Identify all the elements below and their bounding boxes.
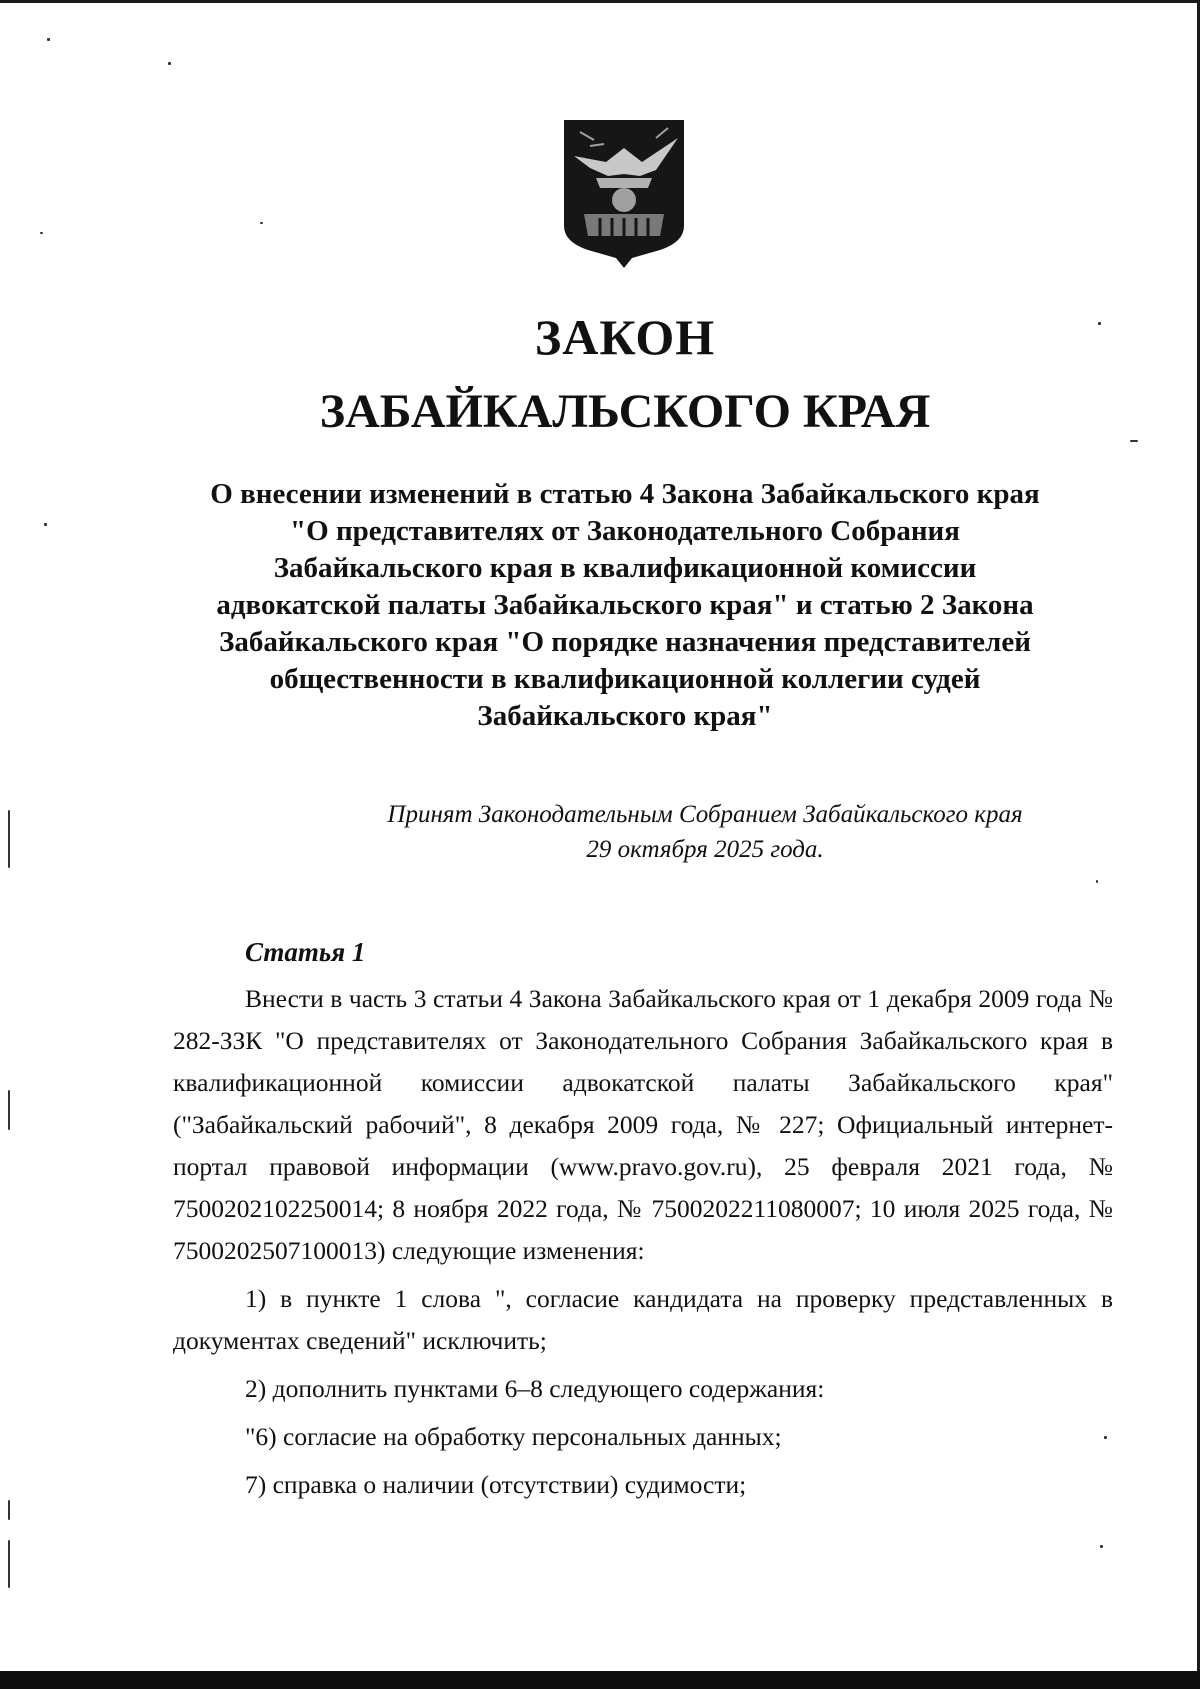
scan-speck [8,1500,10,1520]
adoption-body: Принят Законодательным Собранием Забайкальского края [387,801,1023,828]
subject-line: Забайкальского края" [477,700,773,732]
adoption-date: 29 октября 2025 года. [586,836,824,863]
scan-speck [1096,880,1098,883]
law-subject-title [170,476,1080,735]
subject-line: общественности в квалификационной коллегии судей [269,663,981,695]
article-paragraph: 2) дополнить пунктами 6–8 следующего содержания: [245,1374,825,1403]
article-paragraph: 1) в пункте 1 слова ", согласие кандидата на проверку представленных в документах сведений" исключить; [173,1284,1113,1355]
scan-speck [260,222,263,224]
scan-edge-bottom [0,1671,1200,1689]
scan-edge-top [0,0,1200,3]
scan-speck [1130,440,1138,442]
law-region-title: ЗАБАЙКАЛЬСКОГО КРАЯ [319,385,931,438]
subject-line: "О представителях от Законодательного Собрания [290,515,960,547]
subject-line: Забайкальского края в квалификационной комиссии [273,552,977,584]
article-heading: Статья 1 [245,937,366,967]
subject-line: Забайкальского края "О порядке назначения представителей [219,626,1031,658]
subject-line: адвокатской палаты Забайкальского края" и статью 2 Закона [216,589,1034,621]
article-paragraph: "6) согласие на обработку персональных данных; [245,1422,782,1451]
scan-speck [44,523,47,526]
scan-speck [168,62,171,65]
article-paragraph: Внести в часть 3 статьи 4 Закона Забайкальского края от 1 декабря 2009 года № 282-ЗЗК "О представителях от Законодательного Собрания Забайкальского края в квалификационной комиссии адвокатской палаты Забайкальского края" ("Забайкальский рабочий", 8 декабря 2009 года, № 227; Официальный интернет-портал правовой информации (www.pravo.gov.ru), 25 февраля 2021 года, № 7500202102250014; 8 ноября 2022 года, № 7500202211080007; 10 июля 2025 года, № 7500202507100013) следующие изменения: [173,984,1113,1265]
scan-speck [1100,1545,1103,1548]
scan-speck [8,810,10,868]
article-body [173,978,1113,1506]
zabaikalsky-krai-coat-of-arms-icon [560,118,688,268]
scan-speck [8,1540,10,1588]
subject-line: О внесении изменений в статью 4 Закона Забайкальского края [210,478,1040,510]
article-paragraph: 7) справка о наличии (отсутствии) судимости; [245,1470,747,1499]
scan-speck [40,232,43,234]
law-title: ЗАКОН [534,309,716,365]
scan-speck [8,1090,10,1130]
scan-speck [47,38,50,41]
adoption-note [280,797,1130,867]
